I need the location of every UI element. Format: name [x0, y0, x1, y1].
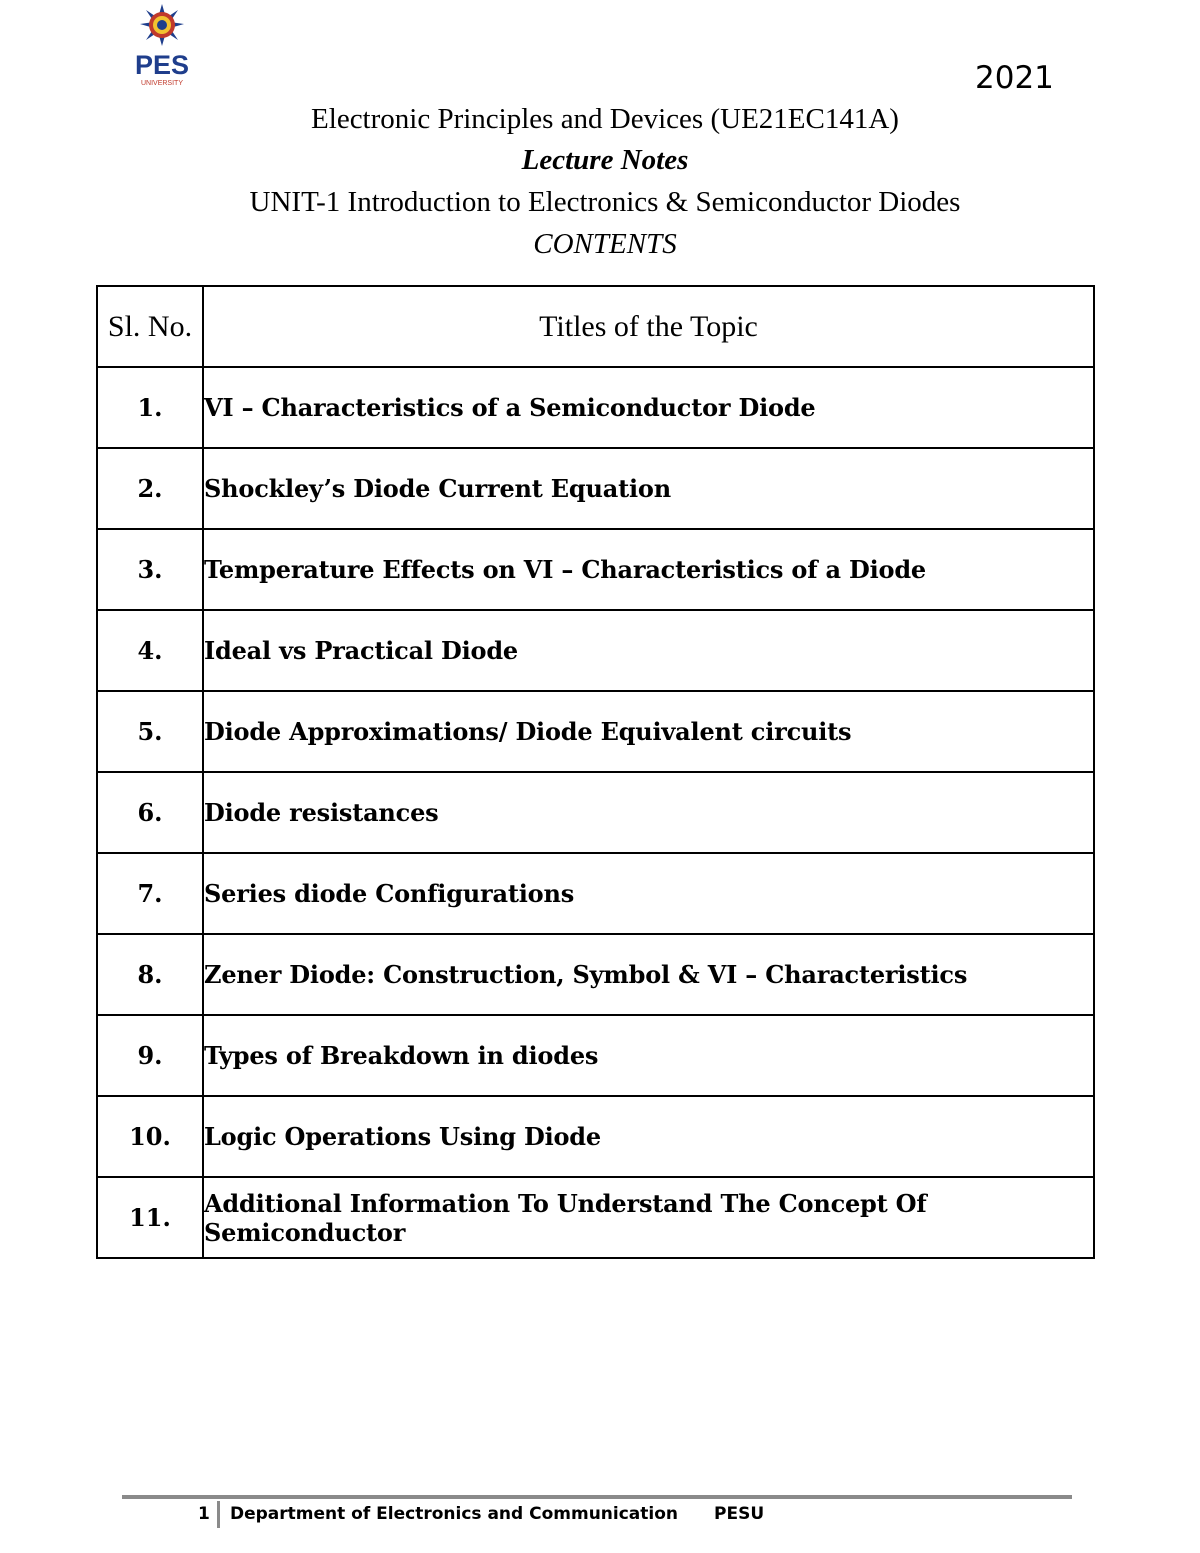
row-title: VI – Characteristics of a Semiconductor Diode [203, 367, 1094, 448]
row-title: Temperature Effects on VI – Characteristics of a Diode [203, 529, 1094, 610]
row-number: 2. [97, 448, 203, 529]
contents-heading: CONTENTS [533, 228, 677, 260]
logo-subtext: UNIVERSITY [140, 80, 183, 87]
unit-title: UNIT-1 Introduction to Electronics & Semiconductor Diodes [249, 186, 961, 218]
row-title: Logic Operations Using Diode [203, 1096, 1094, 1177]
row-number: 10. [97, 1096, 203, 1177]
table-row [97, 610, 1094, 691]
pes-university-logo [130, 2, 194, 90]
table-header-row [97, 286, 1094, 367]
row-number: 8. [97, 934, 203, 1015]
row-title: Additional Information To Understand The Concept Of Semiconductor [203, 1177, 1094, 1258]
table-row [97, 448, 1094, 529]
table-row [97, 1096, 1094, 1177]
row-number: 4. [97, 610, 203, 691]
table-row [97, 1015, 1094, 1096]
header-sl-no: Sl. No. [97, 286, 203, 367]
row-title: Ideal vs Practical Diode [203, 610, 1094, 691]
footer-department: Department of Electronics and Communication [230, 1504, 679, 1524]
lecture-notes-subtitle: Lecture Notes [521, 144, 689, 176]
row-title: Types of Breakdown in diodes [203, 1015, 1094, 1096]
table-row [97, 934, 1094, 1015]
row-number: 3. [97, 529, 203, 610]
row-title: Diode resistances [203, 772, 1094, 853]
footer-separator [217, 1501, 220, 1528]
row-title: Series diode Configurations [203, 853, 1094, 934]
year-label: 2021 [975, 60, 1054, 96]
row-number: 7. [97, 853, 203, 934]
header-topic-title: Titles of the Topic [203, 286, 1094, 367]
row-number: 11. [97, 1177, 203, 1258]
table-row [97, 529, 1094, 610]
footer-org: PESU [714, 1504, 765, 1524]
row-number: 6. [97, 772, 203, 853]
course-title: Electronic Principles and Devices (UE21EC141A) [311, 103, 899, 135]
contents-table [96, 285, 1095, 1259]
logo-wordmark: PES [134, 50, 190, 80]
logo-emblem-icon [130, 2, 194, 54]
table-row [97, 367, 1094, 448]
row-number: 5. [97, 691, 203, 772]
table-row [97, 853, 1094, 934]
footer-page-number: 1 [198, 1504, 210, 1524]
table-row [97, 691, 1094, 772]
row-title: Shockley’s Diode Current Equation [203, 448, 1094, 529]
row-number: 9. [97, 1015, 203, 1096]
row-title: Diode Approximations/ Diode Equivalent circuits [203, 691, 1094, 772]
footer-divider [122, 1495, 1072, 1499]
row-number: 1. [97, 367, 203, 448]
table-row [97, 772, 1094, 853]
row-title: Zener Diode: Construction, Symbol & VI – Characteristics [203, 934, 1094, 1015]
table-row [97, 1177, 1094, 1258]
